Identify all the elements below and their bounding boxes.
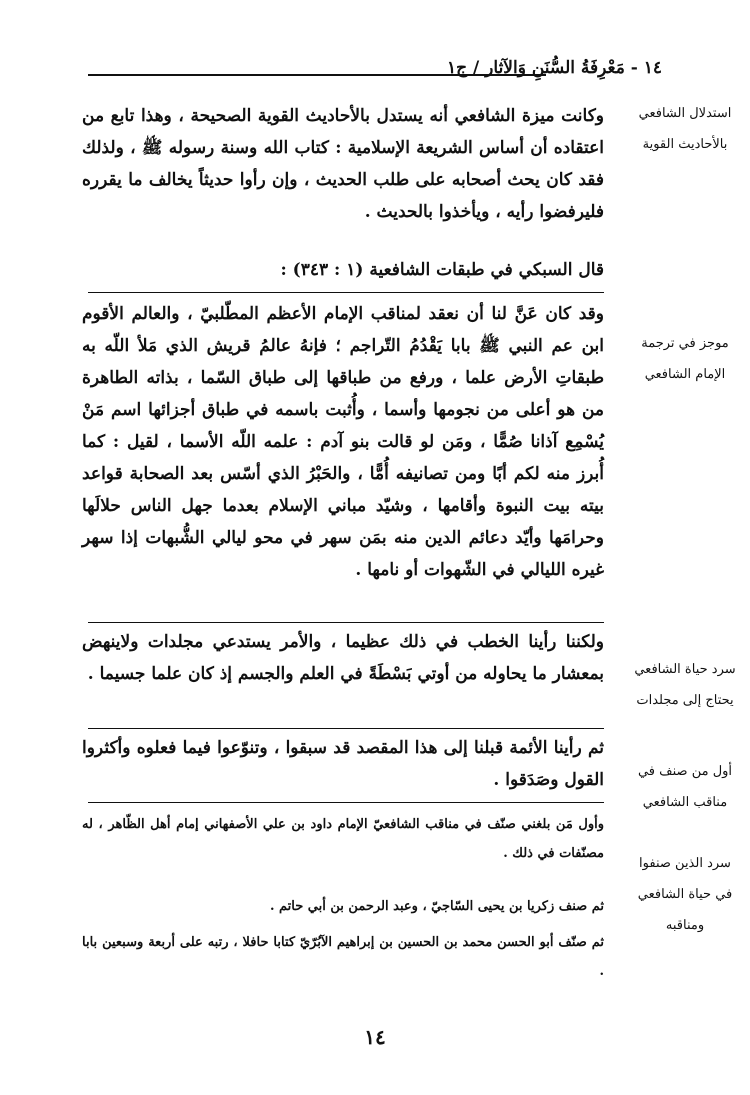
section-rule-2 [88, 622, 604, 623]
section-rule-4 [88, 802, 604, 803]
margin-note-3: سرد حياة الشافعي يحتاج إلى مجلدات [634, 662, 736, 708]
paragraph-1: وكانت ميزة الشافعي أنه يستدل بالأحاديث القوية الصحيحة ، وهذا تابع من اعتقاده أن أساس الشريعة الإسلامية : كتاب الله وسنة رسوله ﷺ ، ولذلك فقد كان يحث أصحابه على طلب الحديث ، وإن رأوا حديثاً يخالف ما يقرره فليرفضوا رأيه ، ويأخذوا بالحديث . [82, 106, 604, 222]
paragraph-quote: وقد كان عَنَّ لنا أن نعقد لمناقب الإمام الأعظم المطّلبيّ ، والعالم الأقوم ابن عم النبي ﷺ بابا يَقْدُمُ التّراجم ؛ فإنهُ عالمُ قريش الذي مَلأ اللّه به طبقاتِ الأرض علما ، ورفع من طباقها إلى طباق السّما ، بذاته الطاهرة من هو أعلى من نجومها وأسما ، وأُثبت باسمه في طباق أجزائها اسم مَنْ يُسْمِع آذانا صُمًّا ، ومَن لو قالت بنو آدم : علمه اللّه الأسما ، لقيل : كما أُبرز منه لكم أبًا ومن تصانيفه أُمًّا ، والحَبْرُ الذي أسّس بعد الصحابة قواعد بيته بيت النبوة وأقامها ، وشيّد مباني الإسلام بعدما جهل الناس حلالَها وحرامَها وأيّد دعائم الدين منه بمَن سهر في محو ليالي الشُّبهات إذا سهر غيره الليالي في الشّهوات أو نامها . [82, 304, 604, 580]
margin-note-4: أول من صنف في مناقب الشافعي [637, 764, 733, 810]
paragraph-8: ثم صنّف أبو الحسن محمد بن الحسين بن إبراهيم الآبُرّيّ كتابا حافلا ، رتبه على أربعة وسبعين بابا . [82, 935, 604, 979]
section-rule-1 [88, 292, 604, 293]
margin-note-2: موجز في ترجمة الإمام الشافعي [641, 336, 729, 382]
paragraph-4: ولكننا رأينا الخطب في ذلك عظيما ، والأمر يستدعي مجلدات ولاينهض بمعشار ما يحاوله من أوتي بَسْطَةً في العلم والجسم إذ كان علما جسيما . [82, 632, 604, 684]
quote-intro: قال السبكي في طبقات الشافعية (١ : ٣٤٣) : [280, 260, 604, 280]
header-rule [88, 74, 546, 76]
section-rule-3 [88, 728, 604, 729]
paragraph-5: ثم رأينا الأئمة قبلنا إلى هذا المقصد قد سبقوا ، وتنوّعوا فيما فعلوه وأكثروا القول وصَدَقوا . [82, 738, 604, 790]
paragraph-6: وأول مَن بلغني صنّف في مناقب الشافعيّ الإمام داود بن علي الأصفهاني إمام أهل الظّاهر ، له مصنّفات في ذلك . [82, 817, 604, 861]
running-header: ١٤ - مَعْرِفَةُ السُّنَنِ وَالآثار / ج١ [447, 58, 662, 78]
page-number: ١٤ [364, 1025, 386, 1049]
margin-note-5: سرد الذين صنفوا في حياة الشافعي ومناقبه [637, 856, 733, 933]
paragraph-7: ثم صنف زكريا بن يحيى السّاجيّ ، وعبد الرحمن بن أبي حاتم . [269, 899, 604, 914]
margin-note-1: استدلال الشافعي بالأحاديث القوية [638, 106, 732, 152]
